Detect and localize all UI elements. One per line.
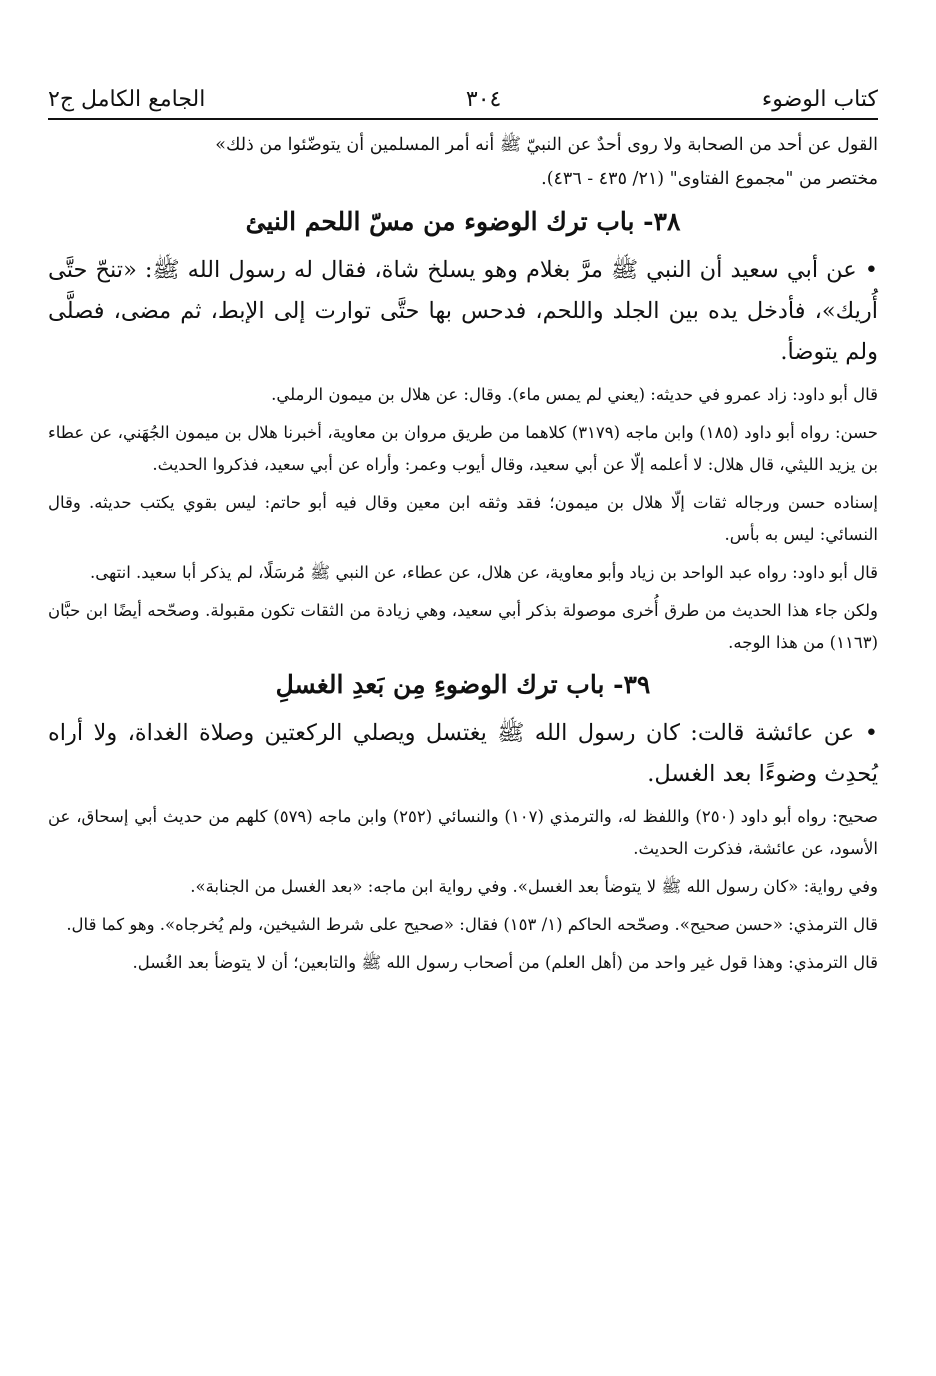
- chapter-39-takhrij: صحيح: رواه أبو داود (٢٥٠) واللفظ له، والترمذي (١٠٧) والنسائي (٢٥٢) وابن ماجه (٥٧٩) كلهم من حديث أبي إسحاق، عن الأسود، عن عائشة، فذكرت الحديث.: [48, 807, 879, 858]
- chapter-39-hadith: • عن عائشة قالت: كان رسول الله ﷺ يغتسل ويصلي الركعتين وصلاة الغداة، ولا أراه يُحدِث وضوءًا بعد الغسل.: [48, 720, 878, 787]
- header-book-title: كتاب الوضوء: [761, 87, 878, 112]
- page: [48, 66, 878, 979]
- chapter-38-note-1: قال أبو داود: زاد عمرو في حديثه: (يعني لم يمس ماء). وقال: عن هلال بن ميمون الرملي.: [271, 385, 878, 404]
- chapter-38-note-2: قال أبو داود: رواه عبد الواحد بن زياد وأبو معاوية، عن هلال، عن عطاء، عن النبي ﷺ مُرسَلًا، لم يذكر أبا سعيد. انتهى.: [90, 563, 878, 582]
- chapter-39-riwaya: وفي رواية: «كان رسول الله ﷺ لا يتوضأ بعد الغسل». وفي رواية ابن ماجه: «بعد الغسل من الجنابة».: [190, 877, 878, 896]
- chapter-38-note-3: ولكن جاء هذا الحديث من طرق أُخرى موصولة بذكر أبي سعيد، وهي زيادة من الثقات تكون مقبولة. وصحّحه أيضًا ابن حبَّان (١١٦٣) من هذا الوجه.: [48, 601, 878, 652]
- chapter-39-tirmidhi-1: قال الترمذي: «حسن صحيح». وصحّحه الحاكم (١/ ١٥٣) فقال: «صحيح على شرط الشيخين، ولم يُخرجاه». وهو كما قال.: [66, 915, 878, 934]
- chapter-38-heading: ٣٨- باب ترك الوضوء من مسّ اللحم النيئ: [245, 207, 681, 236]
- chapter-38-hadith: • عن أبي سعيد أن النبي ﷺ مرَّ بغلام وهو يسلخ شاة، فقال له رسول الله ﷺ: «تنحّ حتَّى أُريك»، فأدخل يده بين الجلد واللحم، فدحس بها حتَّى توارت إلى الإبط، ثم مضى، فصلَّى ولم يتوضأ.: [48, 257, 878, 365]
- intro-line-2: مختصر من "مجموع الفتاوى" (٢١/ ٤٣٥ - ٤٣٦).: [541, 169, 878, 189]
- chapter-38-isnad: إسناده حسن ورجاله ثقات إلّا هلال بن ميمون؛ فقد وثقه ابن معين وقال فيه أبو حاتم: ليس بقوي يكتب حديثه. وقال النسائي: ليس به بأس.: [48, 493, 878, 544]
- chapter-39-heading: ٣٩- باب ترك الوضوءِ مِن بَعدِ الغسلِ: [275, 670, 651, 699]
- intro-line-1: القول عن أحد من الصحابة ولا روى أحدٌ عن النبيّ ﷺ أنه أمر المسلمين أن يتوضّئوا من ذلك»: [215, 135, 878, 155]
- header-volume-title: الجامع الكامل ج٢: [48, 87, 206, 112]
- chapter-38-takhrij: حسن: رواه أبو داود (١٨٥) وابن ماجه (٣١٧٩) كلاهما من طريق مروان بن معاوية، أخبرنا هلال بن ميمون الجُهَني، عن عطاء بن يزيد الليثي، قال هلال: لا أعلمه إلّا عن أبي سعيد، وقال أيوب وعمر: وأراه عن أبي سعيد، فذكروا الحديث.: [48, 423, 878, 474]
- page-number: ٣٠٤: [465, 87, 502, 112]
- chapter-39-tirmidhi-2: قال الترمذي: وهذا قول غير واحد من (أهل العلم) من أصحاب رسول الله ﷺ والتابعين؛ أن لا يتوضأ بعد الغُسل.: [132, 953, 878, 972]
- running-header: [48, 66, 878, 112]
